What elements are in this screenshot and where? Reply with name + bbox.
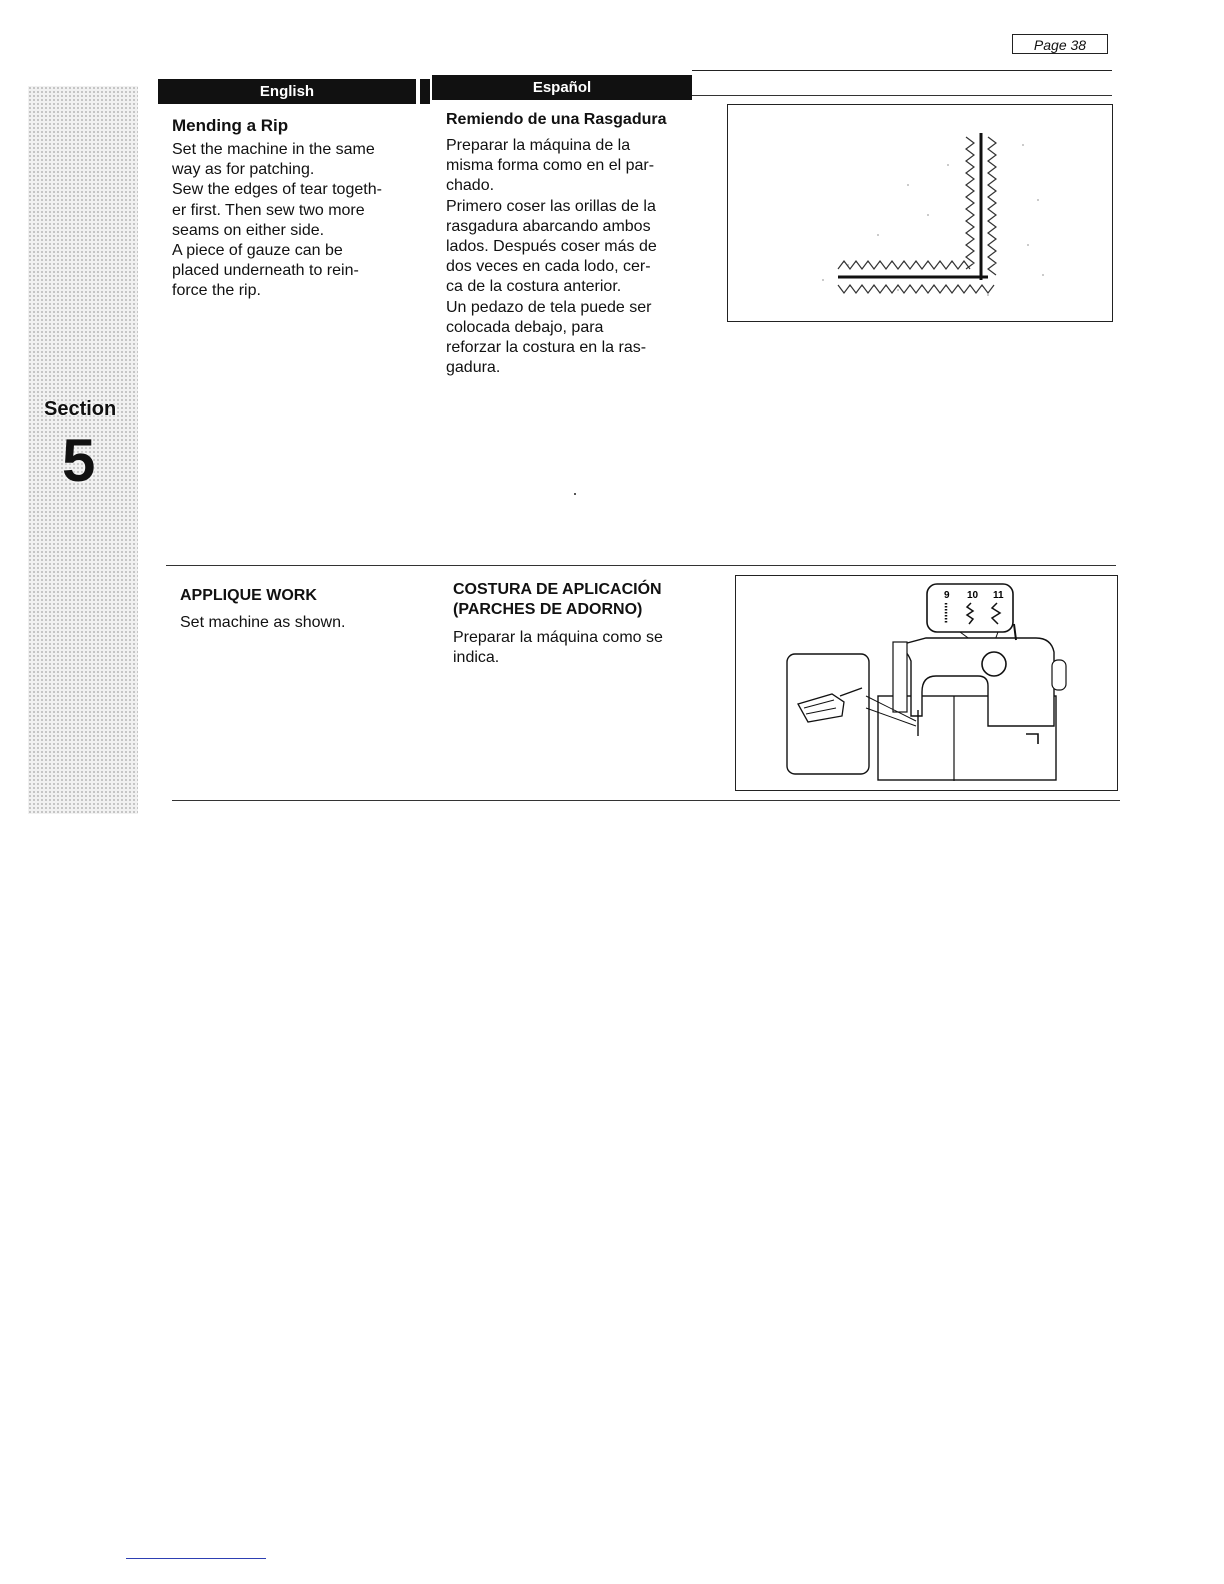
header-bar-separator [420,79,430,104]
text-line: placed underneath to rein- [172,262,359,280]
text-line: Primero coser las orillas de la [446,197,656,215]
sewing-machine-drawing [736,576,1116,789]
text-line: rasgadura abarcando ambos [446,217,651,235]
footer-rule [126,1558,266,1559]
text-line: lados. Después coser más de [446,238,657,256]
english-header-bar: English [158,79,416,104]
text-line: seams on either side. [172,221,325,239]
stray-mark [574,493,576,495]
mending-text-en [172,140,414,302]
applique-title-es [453,580,713,620]
mending-title-en: Mending a Rip [172,116,289,135]
text-line: force the rip. [172,282,261,300]
section-number: 5 [62,427,96,494]
text-line: er first. Then sew two more [172,201,365,219]
text-line: colocada debajo, para [446,318,604,336]
section-divider [166,565,1116,566]
stitch-number: 9 [944,590,950,601]
applique-text-es [453,628,713,668]
text-line: Sew the edges of tear togeth- [172,181,382,199]
text-line: misma forma como en el par- [446,157,655,175]
section-bottom-rule [172,800,1120,801]
text-line: indica. [453,649,500,667]
text-line: way as for patching. [172,161,315,179]
text-line: gadura. [446,359,501,377]
text-line: chado. [446,177,495,195]
text-line: Set the machine in the same [172,141,375,158]
section-label: Section [44,398,117,420]
page-number: Page 38 [1012,34,1108,54]
header-rule-top [692,70,1112,71]
spanish-header-bar: Español [432,75,692,100]
text-line: A piece of gauze can be [172,242,343,260]
header-rule-bottom [692,95,1112,96]
title-line: (PARCHES DE ADORNO) [453,601,643,618]
text-line: Un pedazo de tela puede ser [446,298,652,316]
stitch-number: 11 [993,590,1004,601]
stitch-number: 10 [967,590,979,601]
stitch-dial-icon [982,652,1006,676]
applique-text-en: Set machine as shown. [180,614,346,631]
rip-stitch-drawing [728,105,1111,320]
text-line: reforzar la costura en la ras- [446,339,647,357]
applique-title-en: APPLIQUE WORK [180,587,317,604]
text-line: ca de la costura anterior. [446,278,622,296]
mending-title-es: Remiendo de una Rasgadura [446,111,667,128]
mending-rip-illustration [727,104,1113,322]
text-line: dos veces en cada lodo, cer- [446,258,651,276]
text-line: Preparar la máquina de la [446,137,631,154]
title-line: COSTURA DE APLICACIÓN [453,581,662,598]
mending-text-es [446,136,692,378]
text-line: Preparar la máquina como se [453,629,663,646]
sewing-machine-illustration [735,575,1118,791]
